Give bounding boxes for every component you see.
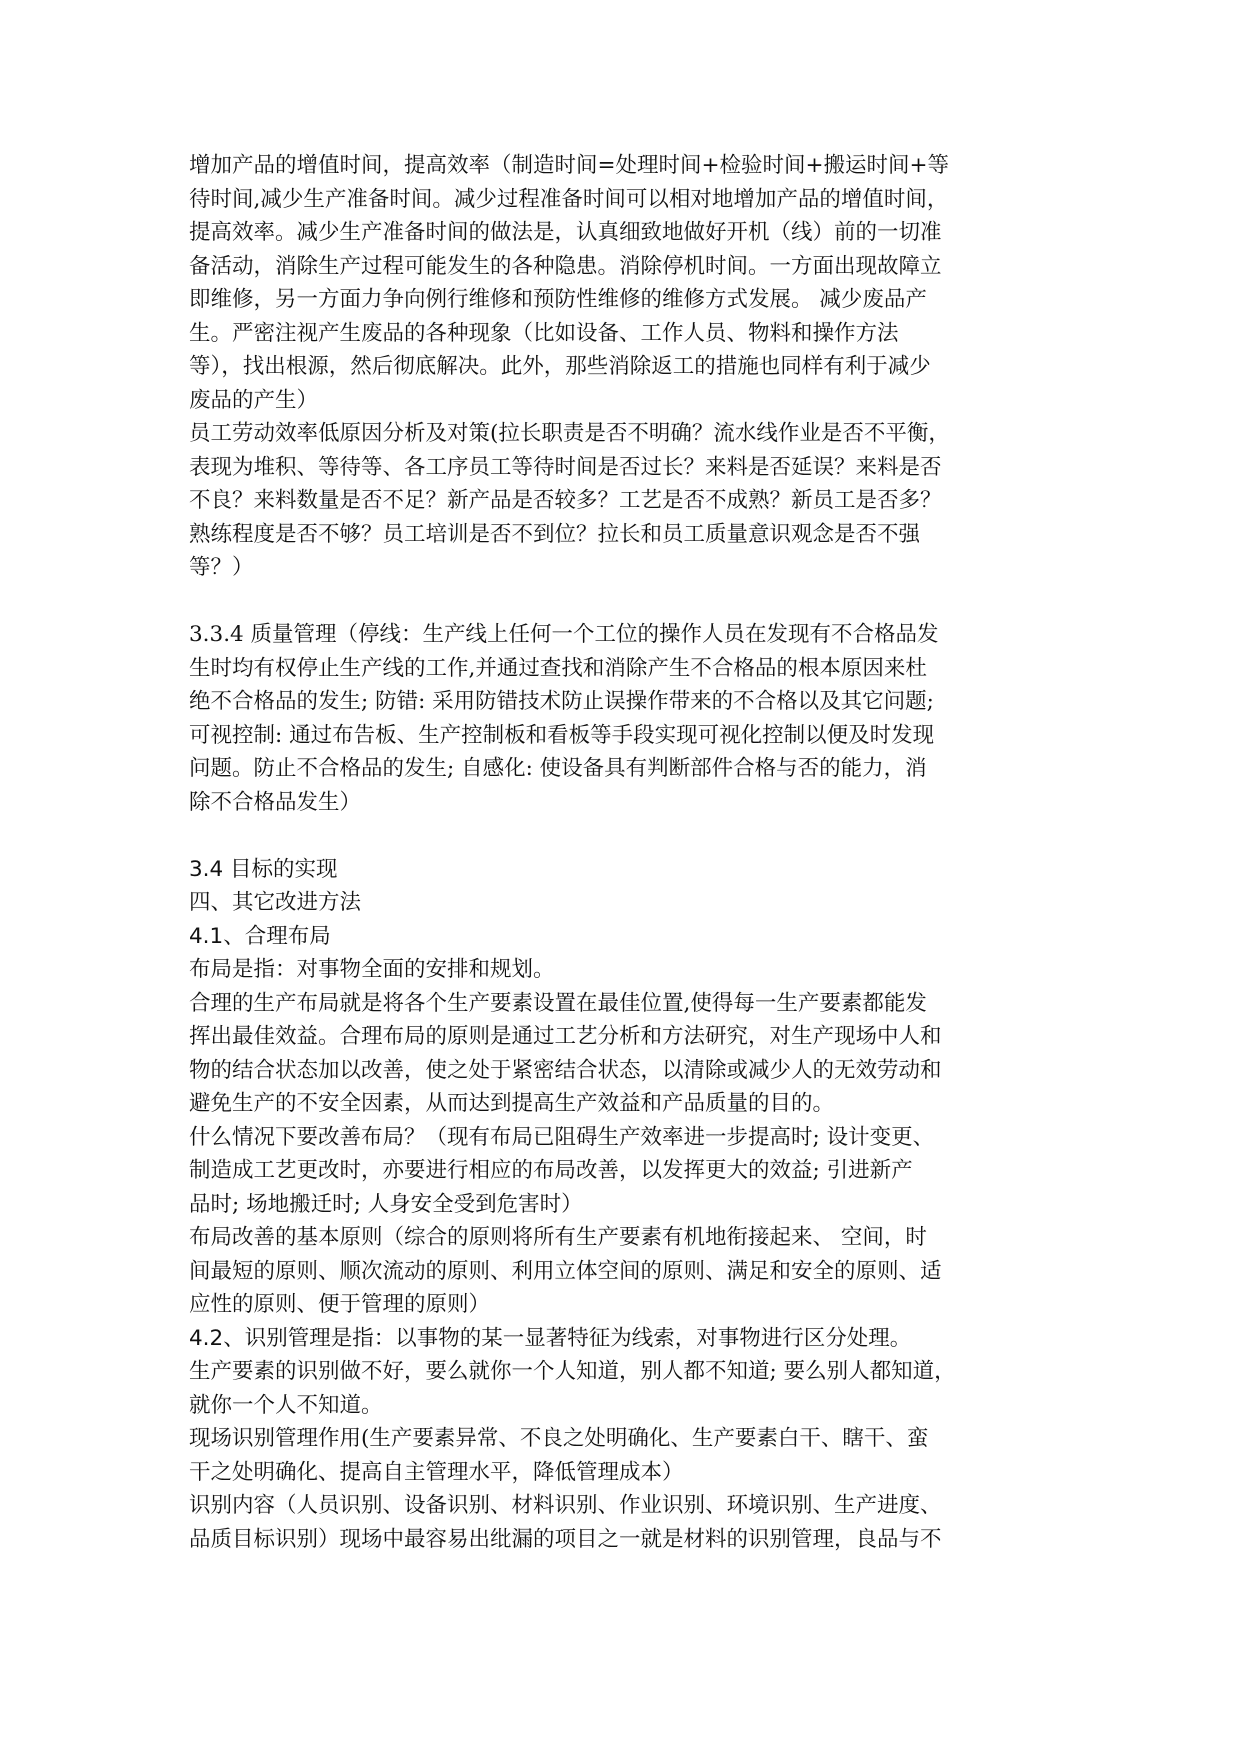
paragraph-line: 就你一个人不知道。 bbox=[189, 1392, 383, 1418]
paragraph-line: 布局改善的基本原则（综合的原则将所有生产要素有机地衔接起来、 空间，时 bbox=[189, 1225, 927, 1250]
paragraph-line: 待时间,减少生产准备时间。减少过程准备时间可以相对地增加产品的增值时间， bbox=[189, 186, 949, 212]
paragraph-line: 废品的产生） bbox=[189, 387, 319, 413]
paragraph-line: 什么情况下要改善布局？（现有布局已阻碍生产效率进一步提高时; 设计变更、 bbox=[189, 1124, 935, 1150]
paragraph-line: 生时均有权停止生产线的工作,并通过查找和消除产生不合格品的根本原因来杜 bbox=[189, 655, 927, 681]
paragraph-line: 识别内容（人员识别、设备识别、材料识别、作业识别、环境识别、生产进度、 bbox=[189, 1493, 942, 1518]
section-heading: 3.4 目标的实现 bbox=[189, 856, 338, 882]
paragraph-line: 备活动，消除生产过程可能发生的各种隐患。消除停机时间。一方面出现故障立 bbox=[189, 253, 942, 279]
paragraph-line: 品时; 场地搬迁时; 人身安全受到危害时） bbox=[189, 1191, 583, 1217]
paragraph-line: 挥出最佳效益。合理布局的原则是通过工艺分析和方法研究，对生产现场中人和 bbox=[189, 1024, 942, 1049]
section-heading: 四、其它改进方法 bbox=[189, 890, 362, 915]
paragraph-line: 间最短的原则、顺次流动的原则、利用立体空间的原则、满足和安全的原则、适 bbox=[189, 1258, 942, 1284]
paragraph-line: 熟练程度是否不够？员工培训是否不到位？拉长和员工质量意识观念是否不强 bbox=[189, 521, 921, 547]
document-body bbox=[189, 149, 1059, 1556]
paragraph-line: 制造成工艺更改时，亦要进行相应的布局改善，以发挥更大的效益; 引进新产 bbox=[189, 1158, 913, 1183]
paragraph-line: 避免生产的不安全因素，从而达到提高生产效益和产品质量的目的。 bbox=[189, 1091, 835, 1116]
paragraph-line: 绝不合格品的发生; 防错: 采用防错技术防止误操作带来的不合格以及其它问题; bbox=[189, 689, 934, 714]
blank-line bbox=[189, 585, 1059, 619]
paragraph-line: 物的结合状态加以改善，使之处于紧密结合状态，以清除或减少人的无效劳动和 bbox=[189, 1057, 942, 1083]
paragraph-line: 生产要素的识别做不好，要么就你一个人知道，别人都不知道; 要么别人都知道， bbox=[189, 1359, 956, 1384]
paragraph-line: 生。严密注视产生废品的各种现象（比如设备、工作人员、物料和操作方法 bbox=[189, 320, 899, 346]
section-line-quality: 3.3.4 质量管理（停线：生产线上任何一个工位的操作人员在发现有不合格品发 bbox=[189, 622, 939, 647]
paragraph-line: 应性的原则、便于管理的原则） bbox=[189, 1292, 491, 1317]
paragraph-line: 布局是指：对事物全面的安排和规划。 bbox=[189, 957, 555, 982]
paragraph-line: 品质目标识别）现场中最容易出纰漏的项目之一就是材料的识别管理，良品与不 bbox=[189, 1526, 942, 1552]
paragraph-line: 等？） bbox=[189, 555, 254, 580]
paragraph-line: 员工劳动效率低原因分析及对策(拉长职责是否不明确？流水线作业是否不平衡， bbox=[189, 421, 950, 446]
paragraph-line: 可视控制: 通过布告板、生产控制板和看板等手段实现可视化控制以便及时发现 bbox=[189, 722, 935, 748]
paragraph-line: 表现为堆积、等待等、各工序员工等待时间是否过长？来料是否延误？来料是否 bbox=[189, 454, 942, 480]
paragraph-line: 增加产品的增值时间，提高效率（制造时间=处理时间+检验时间+搬运时间+等 bbox=[189, 153, 950, 178]
paragraph-line: 合理的生产布局就是将各个生产要素设置在最佳位置,使得每一生产要素都能发 bbox=[189, 990, 927, 1016]
paragraph-line: 等），找出根源，然后彻底解决。此外，那些消除返工的措施也同样有利于减少 bbox=[189, 354, 931, 379]
paragraph-line: 不良？来料数量是否不足？新产品是否较多？工艺是否不成熟？新员工是否多？ bbox=[189, 488, 942, 513]
section-heading: 4.2、识别管理是指：以事物的某一显著特征为线索，对事物进行区分处理。 bbox=[189, 1325, 912, 1351]
paragraph-line: 除不合格品发生） bbox=[189, 789, 362, 815]
paragraph-line: 问题。防止不合格品的发生; 自感化: 使设备具有判断部件合格与否的能力，消 bbox=[189, 756, 927, 781]
paragraph-line: 提高效率。减少生产准备时间的做法是，认真细致地做好开机（线）前的一切准 bbox=[189, 220, 942, 245]
section-heading: 4.1、合理布局 bbox=[189, 923, 331, 949]
paragraph-line: 即维修，另一方面力争向例行维修和预防性维修的维修方式发展。 减少废品产 bbox=[189, 287, 927, 312]
paragraph-line: 干之处明确化、提高自主管理水平，降低管理成本） bbox=[189, 1459, 684, 1485]
blank-line bbox=[189, 819, 1059, 853]
paragraph-line: 现场识别管理作用(生产要素异常、不良之处明确化、生产要素白干、瞎干、蛮 bbox=[189, 1426, 929, 1451]
